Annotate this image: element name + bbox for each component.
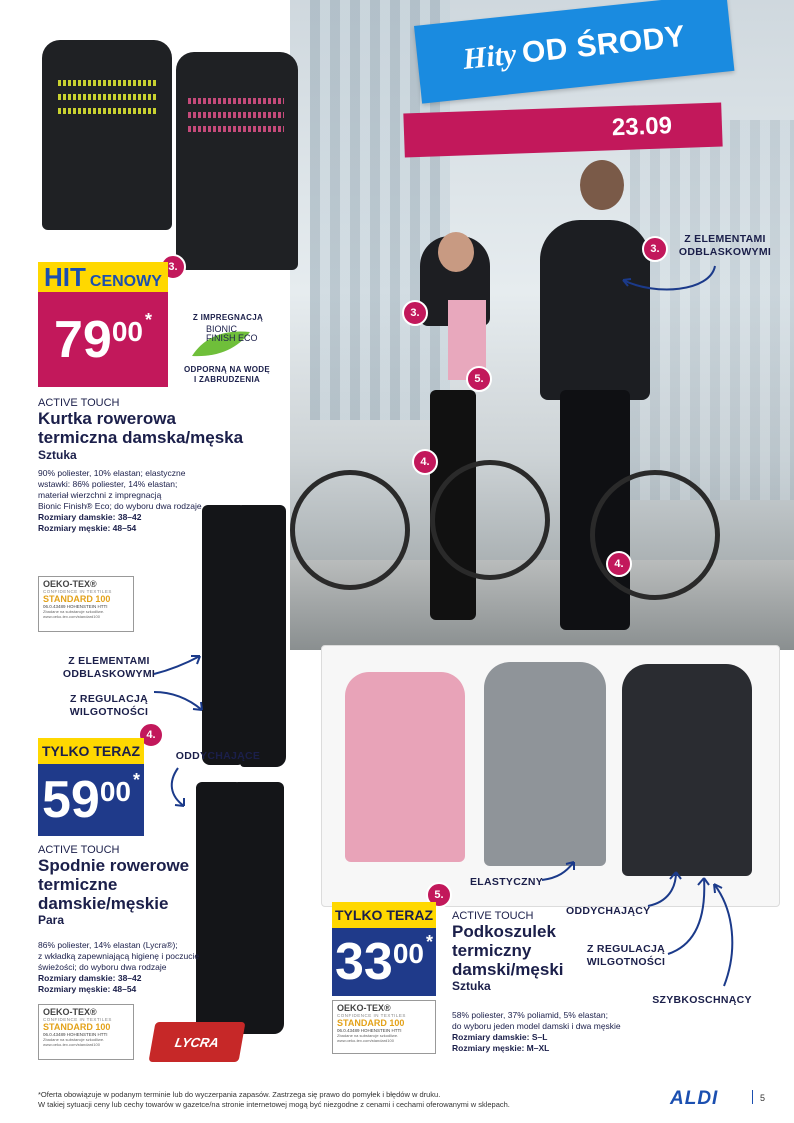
page-number: 5 (760, 1093, 766, 1103)
shirt-size-m: Rozmiary męskie: M–XL (452, 1043, 550, 1053)
impregnation-bottom-2: I ZABRUDZENIA (193, 375, 261, 384)
shirt-desc (452, 1010, 672, 1054)
oeko-title: OEKO-TEX® (43, 579, 97, 589)
pants-desc-1: 86% poliester, 14% elastan (Lycra®); (38, 940, 178, 950)
shirt-elastic-arrow-icon (540, 858, 580, 888)
pants-badge-4: 4. (138, 722, 164, 748)
shirt-title-3: damski/męski (452, 960, 564, 979)
oeko-conf-s: CONFIDENCE IN TEXTILES (337, 1013, 406, 1018)
oeko-tex-label-pants (38, 1004, 134, 1060)
jacket-badge-3: 3. (160, 254, 186, 280)
shirt-desc-2: do wyboru jeden model damski i dwa męskie (452, 1021, 621, 1031)
footer-disclaimer (38, 1090, 678, 1110)
pants-moist-1: Z REGULACJĄ (70, 693, 148, 705)
pants-moisture-callout (54, 693, 164, 719)
page-divider (752, 1090, 753, 1104)
photo-reflective-callout (670, 233, 780, 259)
oeko-title-p: OEKO-TEX® (43, 1007, 97, 1017)
shirt-tylko-teraz: TYLKO TERAZ (332, 902, 436, 928)
bionic-text-3: ECO (238, 333, 258, 343)
photo-badge-4: 4. (412, 449, 438, 475)
jacket-price-box (38, 292, 168, 387)
aldi-logo: ALDI (670, 1088, 719, 1109)
date-banner: 23.09 (403, 102, 722, 157)
oeko-url: www.oeko-tex.com/standard100 (43, 614, 100, 619)
impregnation-bottom-1: ODPORNĄ NA WODĘ (184, 365, 270, 374)
oeko-standard-p: STANDARD 100 (43, 1022, 111, 1032)
pants-tylko-teraz: TYLKO TERAZ (38, 738, 144, 764)
shirt-info (452, 910, 652, 993)
impregnation-bottom (174, 365, 280, 385)
bionic-finish-logo (190, 324, 266, 360)
oeko-url-s: www.oeko-tex.com/standard100 (337, 1038, 394, 1043)
pants-price-int: 59 (41, 771, 100, 829)
jacket-title-1: Kurtka rowerowa (38, 409, 176, 428)
hit-text: HIT (44, 262, 86, 292)
photo-badge-5: 5. (466, 366, 492, 392)
shirt-desc-1: 58% poliester, 37% poliamid, 5% elastan; (452, 1010, 608, 1020)
shirt-size-f: Rozmiary damskie: S–L (452, 1032, 548, 1042)
banner-hity: Hity (461, 37, 518, 76)
oeko-tex-label-jacket (38, 576, 134, 632)
shirt-breath-callout: ODDYCHAJĄCY (566, 905, 651, 917)
shirt-price-star: * (425, 932, 433, 952)
banner-od-srody: OD ŚRODY (520, 19, 687, 70)
shirt-title-1: Podkoszulek (452, 922, 556, 941)
shirt-quickdry-callout: SZYBKOSCHNĄCY (652, 994, 752, 1006)
bionic-text-1: BIONIC (206, 324, 238, 334)
jacket-desc-4: Bionic Finish® Eco; do wyboru dwa rodzaje (38, 501, 202, 511)
pants-title-1: Spodnie rowerowe (38, 856, 190, 875)
oeko-code-s: 06.0.43489 HOHENSTEIN HTTI (337, 1028, 402, 1033)
jacket-desc-1: 90% poliester, 10% elastan; elastyczne (38, 468, 186, 478)
pants-title-3: damskie/męskie (38, 894, 169, 913)
photo-badge-3b: 3. (402, 300, 428, 326)
oeko-standard: STANDARD 100 (43, 594, 111, 604)
pants-desc-2: z wkładką zapewniającą higienę i poczucie (38, 951, 200, 961)
shirt-quickdry-arrow-icon (704, 880, 744, 990)
pants-moist-arrow-icon (150, 686, 210, 718)
oeko-code-p: 06.0.43489 HOHENSTEIN HTTI (43, 1032, 108, 1037)
oeko-tested: Zbadane na substancje szkodliwe. (43, 609, 105, 614)
footer-line-1: *Oferta obowiązuje w podanym terminie lub do wyczerpania zapasów. Zastrzega się prawo do pomyłek i błędów w druku. (38, 1090, 441, 1099)
jacket-price-star: * (144, 309, 152, 330)
pants-price-star: * (132, 770, 140, 790)
jacket-price-int: 79 (53, 310, 112, 369)
oeko-url-p: www.oeko-tex.com/standard100 (43, 1042, 100, 1047)
shirt-badge-5: 5. (426, 882, 452, 908)
shirt-price-box (332, 928, 436, 996)
bionic-text-2: FINISH (206, 333, 236, 343)
shirt-price-int: 33 (334, 933, 393, 991)
lycra-logo: LYCRA (148, 1022, 245, 1062)
impregnation-top: Z IMPREGNACJĄ (192, 313, 264, 322)
pants-price-dec: 00 (99, 776, 131, 807)
pants-reflect-1: Z ELEMENTAMI (68, 655, 150, 667)
pants-moist-2: WILGOTNOŚCI (69, 706, 149, 718)
photo-badge-4b: 4. (606, 551, 632, 577)
pants-size-m: Rozmiary męskie: 48–54 (38, 984, 137, 994)
oeko-tested-p: Zbadane na substancje szkodliwe. (43, 1037, 105, 1042)
jacket-desc-2: wstawki: 86% poliester, 14% elastan; (38, 479, 178, 489)
pants-unit: Para (38, 913, 65, 927)
pants-breath-arrow-icon (164, 766, 198, 812)
pants-size-f: Rozmiary damskie: 38–42 (38, 973, 142, 983)
jacket-size-f: Rozmiary damskie: 38–42 (38, 512, 142, 522)
photo-badge-3: 3. (642, 236, 668, 262)
oeko-title-s: OEKO-TEX® (337, 1003, 391, 1013)
footer-line-2: W takiej sytuacji ceny lub cechy towarów w gazetce/na stronie internetowej mogą być niezgodne z cenami i cechami oferowanymi w sklepach. (38, 1100, 510, 1109)
pants-title-2: termiczne (38, 875, 118, 894)
pants-reflect-2: ODBLASKOWYMI (62, 668, 156, 680)
oeko-conf-p: CONFIDENCE IN TEXTILES (43, 1017, 112, 1022)
shirt-moist-2: WILGOTNOŚCI (586, 956, 666, 968)
pants-price-box (38, 764, 144, 836)
shirt-elastic-callout: ELASTYCZNY (470, 876, 544, 888)
hit-cenowy-tag (38, 262, 168, 292)
oeko-standard-s: STANDARD 100 (337, 1018, 405, 1028)
pants-reflect-arrow-icon (150, 650, 210, 680)
jacket-price-dec: 00 (111, 315, 143, 347)
oeko-code: 06.0.43489 HOHENSTEIN HTTI (43, 604, 108, 609)
shirt-brand: ACTIVE TOUCH (452, 910, 534, 922)
pants-info (38, 844, 198, 927)
photo-callout-arrow-icon (615, 262, 725, 302)
pants-brand: ACTIVE TOUCH (38, 844, 120, 856)
oeko-conf: CONFIDENCE IN TEXTILES (43, 589, 112, 594)
jacket-size-m: Rozmiary męskie: 48–54 (38, 523, 137, 533)
oeko-tested-s: Zbadane na substancje szkodliwe. (337, 1033, 399, 1038)
shirt-title-2: termiczny (452, 941, 532, 960)
oeko-tex-label-shirt (332, 1000, 436, 1054)
jacket-brand: ACTIVE TOUCH (38, 397, 120, 409)
photo-callout-line2: ODBLASKOWYMI (678, 246, 772, 258)
photo-callout-line1: Z ELEMENTAMI (684, 233, 766, 245)
jacket-desc-3: materiał wierzchni z impregnacją (38, 490, 162, 500)
shirt-moist-1: Z REGULACJĄ (587, 943, 665, 955)
cyclists-photo (290, 0, 794, 650)
shirt-unit: Sztuka (452, 979, 491, 993)
jacket-title-2: termiczna damska/męska (38, 428, 244, 447)
cenowy-text: CENOWY (89, 273, 162, 290)
pants-reflective-callout (54, 655, 164, 681)
pants-desc-3: świeżości; do wyboru dwa rodzaje (38, 962, 167, 972)
pants-desc (38, 940, 238, 995)
pants-breath-callout: ODDYCHAJĄCE (175, 750, 261, 762)
shirt-price-dec: 00 (392, 938, 424, 969)
jacket-unit: Sztuka (38, 448, 77, 462)
